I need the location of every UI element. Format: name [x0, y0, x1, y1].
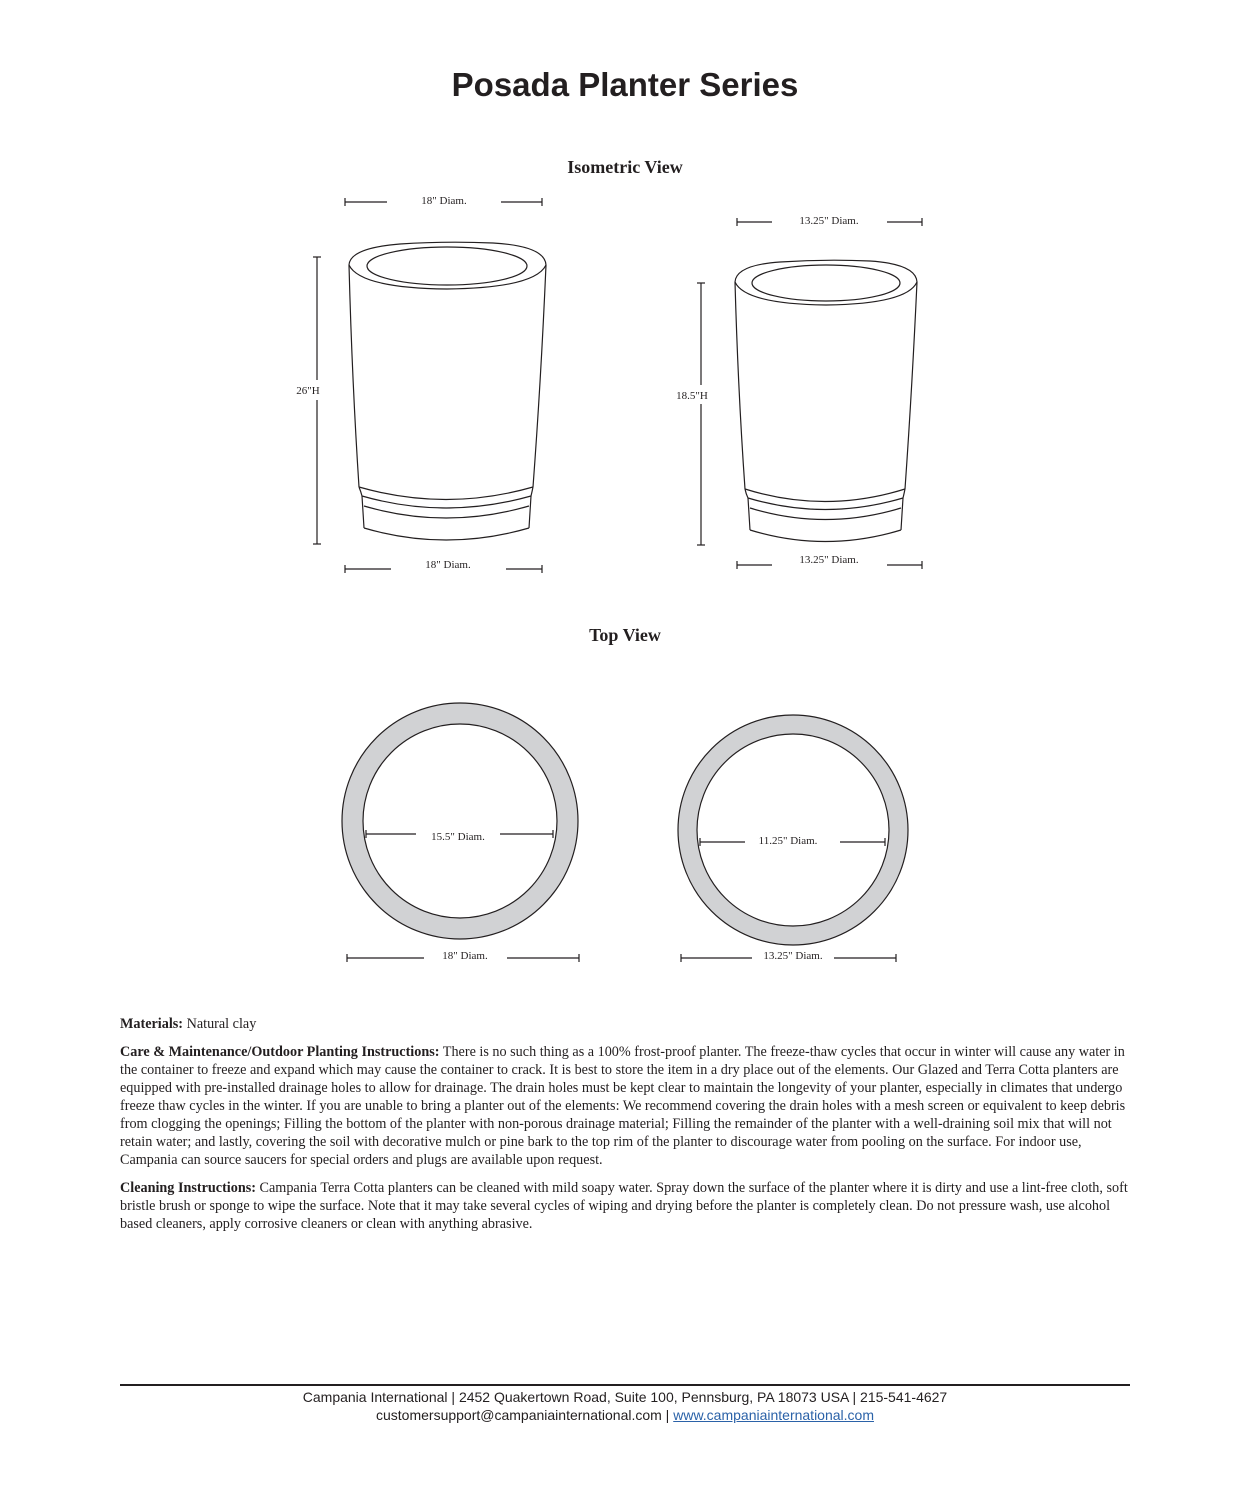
footer-contact-line	[0, 1406, 1250, 1424]
large-planter-isometric	[313, 198, 546, 573]
small-iso-top-diam-label: 13.25" Diam.	[799, 215, 859, 227]
large-planter-top-view	[342, 703, 578, 939]
care-text: There is no such thing as a 100% frost-proof planter. The freeze-thaw cycles that occur in winter will cause any water in the container to freeze and expand which may cause the container to crack. It is best to store the item in a dry place out of the elements. Our Glazed and Terra Cotta planters are equipped with pre-installed drainage holes to allow for drainage. The drain holes must be kept clear to maintain the longevity of your planter, especially in climates that undergo freeze thaw cycles in the winter. If you are unable to bring a planter out of the elements: We recommend covering the drain holes with a mesh screen or equivalent to keep debris from clogging the openings; Filling the bottom of the planter with non-porous drainage material; Filling the remainder of the planter with a well-draining soil mix that will not retain water; and lastly, covering the soil with decorative mulch or pine bark to the top rim of the planter to discourage water from pooling on the surface. For indoor use, Campania can source saucers for special orders and plugs are available upon request.	[120, 1044, 1126, 1168]
care-label: Care & Maintenance/Outdoor Planting Instructions:	[120, 1044, 440, 1060]
footer-website-link[interactable]: www.campaniainternational.com	[673, 1407, 874, 1423]
materials-paragraph	[120, 1015, 1130, 1033]
footer	[0, 1388, 1250, 1424]
large-iso-height-label: 26"H	[296, 385, 320, 397]
small-top-outer-diam-label: 13.25" Diam.	[763, 950, 823, 962]
small-iso-height-dim	[697, 283, 705, 545]
cleaning-paragraph	[120, 1179, 1130, 1233]
small-iso-bottom-diam-label: 13.25" Diam.	[799, 554, 859, 566]
footer-address: Campania International | 2452 Quakertown Road, Suite 100, Pennsburg, PA 18073 USA | 215-541-4627	[302, 1389, 948, 1405]
page-title: Posada Planter Series	[451, 66, 799, 103]
materials-text: Natural clay	[186, 1016, 257, 1032]
specifications	[120, 1015, 1130, 1243]
small-planter-top-view	[678, 715, 908, 945]
large-iso-bottom-diam-label: 18" Diam.	[425, 559, 471, 571]
footer-separator: |	[661, 1407, 674, 1423]
cleaning-text: Campania Terra Cotta planters can be cleaned with mild soapy water. Spray down the surface of the planter where it is dirty and use a lint-free cloth, soft bristle brush or sponge to wipe the surface. Note that it may take several cycles of wiping and drying before the planter is completely clean. Do not pressure wash, use alcohol based cleaners, apply corrosive cleaners or clean with anything abrasive.	[120, 1180, 1128, 1232]
footer-email[interactable]: customersupport@campaniainternational.com	[376, 1407, 662, 1423]
small-top-inner-diam-label: 11.25" Diam.	[758, 835, 818, 847]
large-iso-top-diam-label: 18" Diam.	[421, 195, 467, 207]
care-paragraph	[120, 1043, 1130, 1169]
materials-label: Materials:	[120, 1016, 184, 1032]
cleaning-label: Cleaning Instructions:	[120, 1180, 256, 1196]
small-planter-isometric	[697, 218, 922, 569]
footer-divider	[120, 1384, 1130, 1386]
large-top-inner-diam-label: 15.5" Diam.	[431, 831, 485, 843]
large-top-outer-diam-label: 18" Diam.	[442, 950, 488, 962]
large-iso-height-dim	[313, 257, 321, 544]
small-iso-height-label: 18.5"H	[676, 390, 708, 402]
top-view-heading: Top View	[589, 625, 661, 645]
isometric-view-heading: Isometric View	[567, 157, 683, 177]
